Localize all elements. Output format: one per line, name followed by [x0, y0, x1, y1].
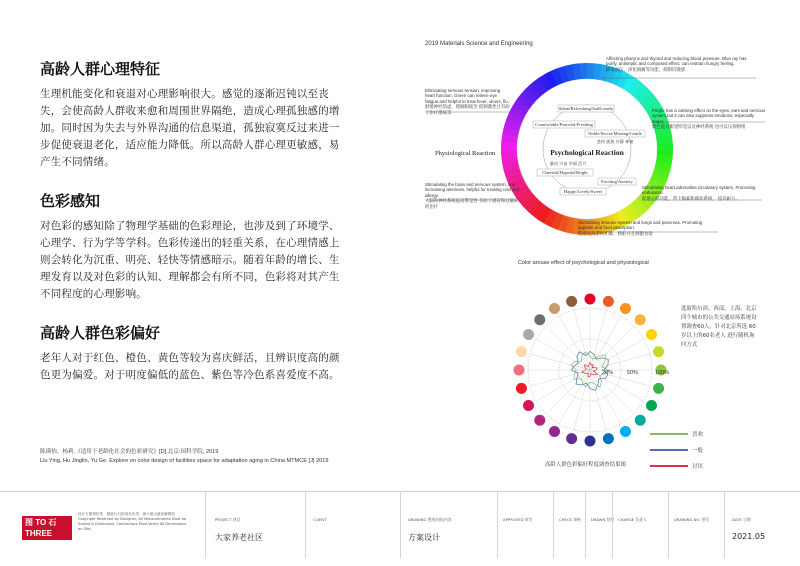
radar-color-dot	[534, 314, 545, 325]
legend-item	[650, 442, 730, 458]
radar-spoke	[590, 370, 650, 386]
note-purple-zh: 紫色能对眼觉听觉以及神经系统 也可以压抑情绪	[652, 124, 746, 130]
radar-color-dot	[603, 433, 614, 444]
company-logo: 图 TO 石 THREE	[22, 516, 72, 540]
note-green-zh: 舒缓神经焦虑，缓解眼疲劳 低刺激性且有助于治疗溃疡等	[425, 104, 510, 115]
radar-spoke	[546, 370, 590, 414]
footer-divider	[724, 492, 725, 558]
radar-color-dot	[646, 400, 657, 411]
section-color-perception	[40, 190, 340, 303]
drawing-value: 方案设计	[408, 533, 440, 542]
inner-label: 悲伤 孤独 冷静 神秘	[596, 139, 634, 144]
note-orange-en: Stimulating immune system and lungs and pancreas. Promoting appetite and food absorption.	[578, 220, 703, 231]
footer-divider	[585, 492, 586, 558]
date-value: 2021.05	[732, 532, 766, 541]
radar-color-dot	[585, 436, 596, 447]
radar-spoke	[590, 339, 644, 370]
radar-spoke	[536, 339, 590, 370]
section-body: 老年人对于红色、橙色、黄色等较为喜庆鲜活，且辨识度高的颜色更为偏爱。对于明度偏低的蓝色、紫色等冷色系喜爱度不高。	[40, 352, 340, 381]
legend-label: 一般	[692, 448, 704, 454]
radar-caption: 高龄人群色彩偏好程度调查结果图	[545, 462, 626, 468]
section-psychology	[40, 58, 340, 171]
approved-label: APPROVED 审定	[503, 517, 533, 522]
inner-label: Cheerful/Hopeful/Bright	[542, 170, 588, 175]
legend-swatch-like	[650, 433, 688, 435]
section-body: 对色彩的感知除了物理学基础的色彩理论，也涉及到了环境学、心理学、行为学等学科。色彩传递出的轻重关系，在心理情感上则会转化为沉重、明亮、轻快等情感暗示。随着年龄的增长、生理发育以及对色彩的认知、理解都会有所不同，色彩将对其产生不同程度的心理影响。	[40, 220, 340, 300]
radar-spoke	[590, 310, 606, 370]
radar-color-dot	[534, 415, 545, 426]
radar-color-dot	[549, 426, 560, 437]
radar-spoke	[590, 370, 634, 414]
center-title: Psychological Reaction	[550, 148, 624, 157]
note-orange-zh: 促进免疫系统和肺、胰脏并且刺激食欲	[578, 230, 653, 236]
footer-divider	[497, 492, 498, 558]
radar-color-dot	[516, 346, 527, 357]
radar-color-dot	[549, 303, 560, 314]
legend-label: 讨厌	[692, 464, 704, 470]
radar-legend	[650, 426, 730, 474]
radar-spoke	[530, 354, 590, 370]
radar-spoke	[590, 326, 634, 370]
tick-label: 20%	[602, 370, 614, 376]
project-label: PROJECT 项目	[215, 517, 241, 522]
radar-color-dot	[585, 294, 596, 305]
radar-color-dot	[603, 296, 614, 307]
radar-color-dot	[566, 433, 577, 444]
radar-color-dot	[635, 314, 646, 325]
radar-color-dot	[514, 365, 525, 376]
reference-cn: 陈瑛怡、杨莉.《适用于老龄化社会的色彩研究》[D].北京:国科学院, 2019	[40, 449, 219, 455]
drawing-label: DRAWING 图纸名称/内容	[408, 517, 452, 522]
radar-color-dot	[566, 296, 577, 307]
client-label: CLIENT	[313, 517, 327, 522]
title-block-footer	[0, 491, 800, 566]
inner-label: Happy/Lively/Sweet	[563, 189, 603, 194]
legend-swatch-dislike	[650, 465, 688, 467]
radar-color-dot	[635, 415, 646, 426]
section-body: 生理机能变化和衰退对心理影响很大。感觉的逐渐迟钝以至丧失，会使高龄人群收来愈和周围世界隔绝，造成心理孤独感的增加。同时因为失去与外界沟通的信息渠道，孤独寂寞反过来进一步促使衰退老化，适应能力降低。所以高龄人群心理更敏感，易产生不同情绪。	[40, 88, 340, 168]
inner-label: Exciting/Anxiety	[601, 179, 633, 184]
legend-item	[650, 426, 730, 442]
reference-en: Liu Ying, Hu Jinglin, Yu Ge. Explore on color design of facilities space for adaptation aging in China MTMCE [J] 2019	[40, 458, 329, 464]
footer-divider	[612, 492, 613, 558]
footer-divider	[305, 492, 306, 558]
footer-divider	[668, 492, 669, 558]
project-value: 大家养老社区	[215, 533, 263, 542]
inner-label: Comfortable/Peaceful/Freshing	[535, 122, 593, 127]
radar-color-dot	[653, 383, 664, 394]
date-label: DATE 日期	[732, 517, 751, 522]
radar-spoke	[590, 316, 621, 370]
radar-color-dot	[620, 303, 631, 314]
wheel-caption: Color arouse effect of psychological and physiological	[518, 260, 649, 266]
side-title: Physiological Reaction	[435, 150, 496, 157]
section-title: 色彩感知	[40, 192, 101, 210]
tick-label: 100%	[655, 370, 670, 376]
radar-color-dot	[620, 426, 631, 437]
charge-label: CHARGE 负责人	[618, 517, 647, 522]
radar-note: 选取哈尔滨、西部、上海、北京四个城市的公共交通站场系统设置调查60人，针对北京所选 60岁以上的60名老人 进行随机询问方式	[681, 306, 757, 348]
color-wheel-diagram	[420, 50, 770, 260]
number-label: DRAWING NO. 图号	[674, 517, 710, 522]
section-color-preference	[40, 322, 340, 384]
note-red-en: Stimulating heart,adrenaline,circulatory system, Promoting endurance.	[642, 185, 756, 196]
note-yellow-en: Stimulating the brain and nervous system, and increasing alertness, helpful for treating cold and allergy.	[425, 182, 520, 198]
legend-item	[650, 458, 730, 474]
inner-label: 激动 兴奋 幸福 活力	[549, 161, 587, 166]
legend-label: 喜欢	[692, 432, 704, 438]
radar-spoke	[536, 370, 590, 401]
legend-swatch-neutral	[650, 449, 688, 451]
radar-color-dot	[646, 329, 657, 340]
note-blue-en: Affecting pharynx and thyroid and reducing blood pressure, Blue ray has purify, antiseptic and composed effect, can restrain hungry feeling.	[606, 56, 747, 67]
note-green-en: Eliminating nervous tension, improving heart function. Green can relieve eye fatigue,and helpful to treat fever, ulcers, flu.	[425, 88, 509, 104]
footer-divider	[400, 492, 401, 558]
note-purple-en: Purple has a calming effect on the eyes, ears and nervous system,but it can also suppress emotions, especially anger.	[652, 108, 766, 124]
radar-color-dot	[523, 400, 534, 411]
copyright-note: 设计方图保权等，德致行行组成负负责，最小最大最佳解释权 Copyright Reserved by Designer, All Measurements Must be Scaled & Dimension, Contractors Must Verify All Dimensions on Site.	[78, 512, 187, 531]
section-title: 高龄人群色彩偏好	[40, 324, 161, 342]
inner-label: Noble/Secret/Missing/Gentle	[588, 131, 642, 136]
tick-label: 50%	[627, 370, 639, 376]
footer-divider	[553, 492, 554, 558]
wheel-source: 2019 Materials Science and Engineering	[425, 41, 533, 47]
references	[40, 448, 380, 466]
radar-color-dot	[516, 383, 527, 394]
radar-spoke	[546, 326, 590, 370]
section-title: 高龄人群心理特征	[40, 60, 161, 78]
radar-spoke	[559, 370, 590, 424]
note-yellow-zh: 大脑和神经系统提高警觉性 有助于感冒和过敏症的治疗	[425, 198, 519, 209]
inner-label: Silent/Refreshing/Sad/Lonely	[558, 106, 614, 111]
radar-color-dot	[653, 346, 664, 357]
checked-label: CHECK 审核	[559, 517, 581, 522]
footer-divider	[205, 492, 206, 558]
drawn-label: DRAWN 绘图	[591, 517, 615, 522]
note-blue-zh: 降低血压，净化镇痛等功能，抑制饥饿感	[606, 66, 686, 72]
note-red-zh: 促进心脏功能，肾上腺素和循环系统， 提高耐力。	[642, 195, 740, 201]
radar-color-dot	[523, 329, 534, 340]
